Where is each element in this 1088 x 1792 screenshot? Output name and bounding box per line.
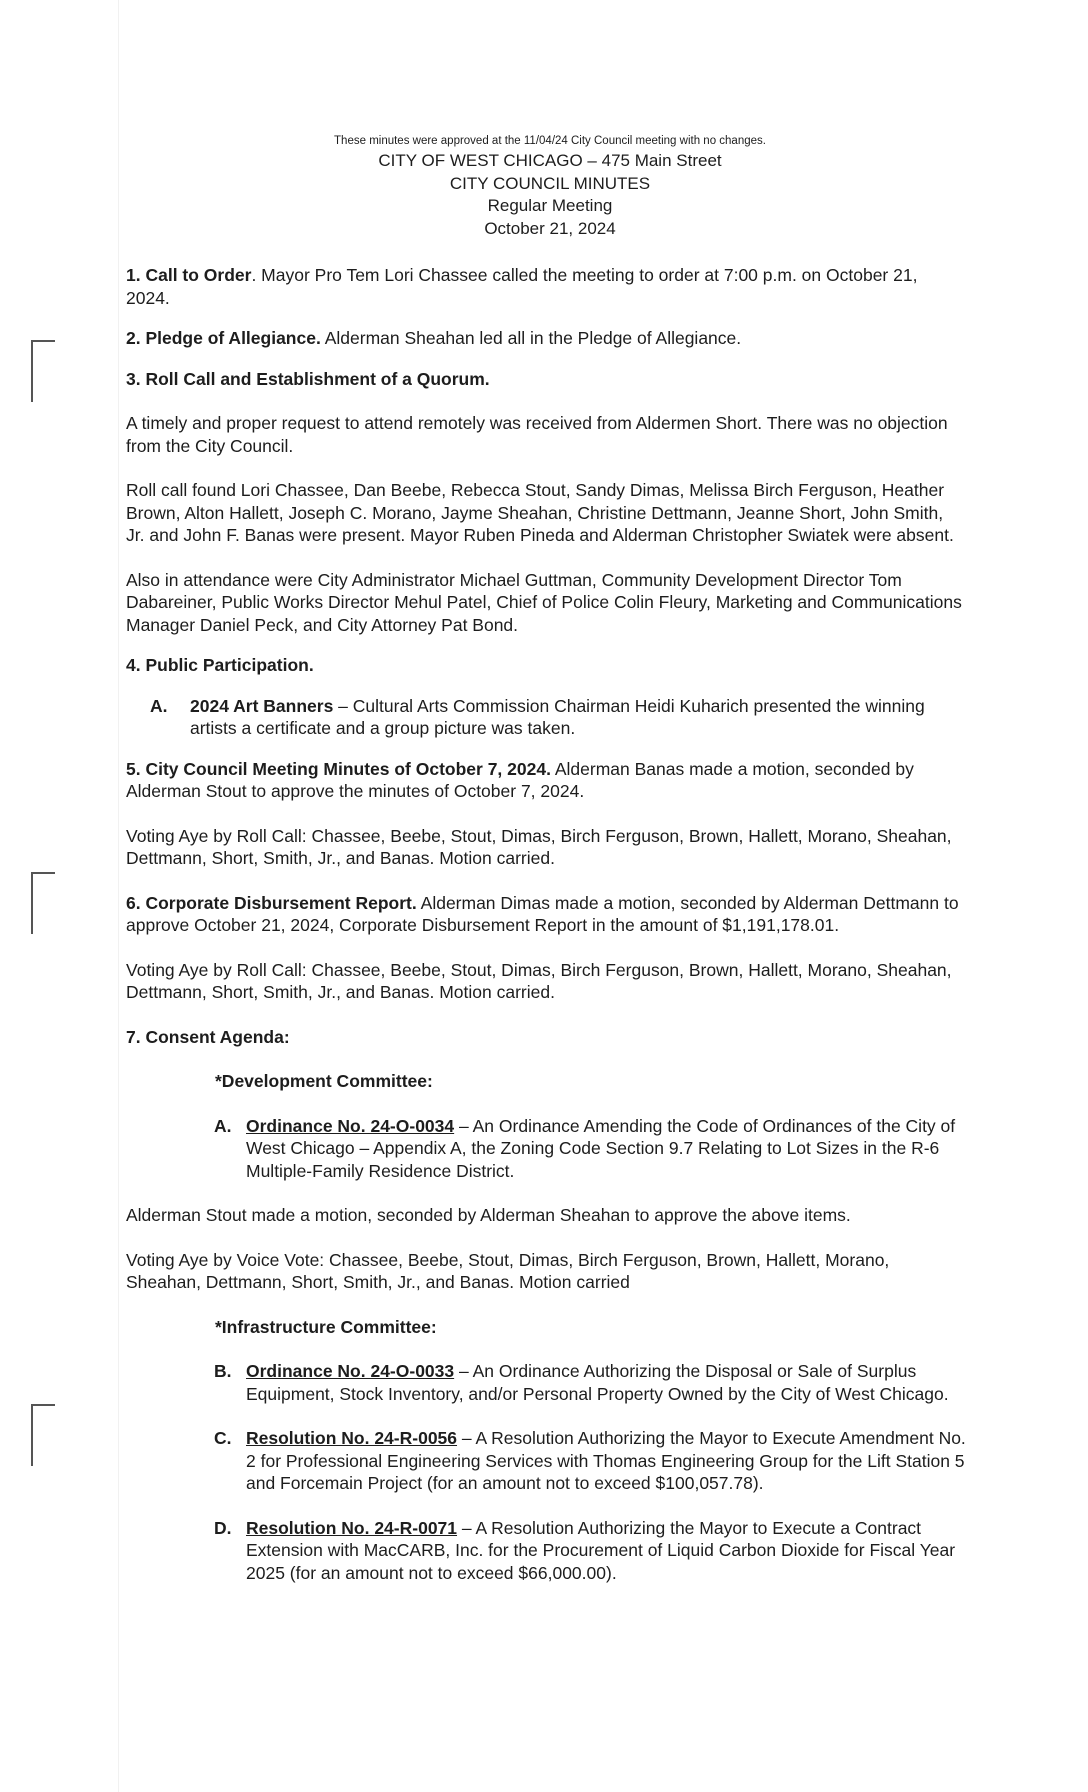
consent-item-c: C. Resolution No. 24-R-0056 – A Resolution Authorizing the Mayor to Execute Amendment No. 2 for Professional Engineering Services with Thomas Engineering Group for the Lift Station 5 and Forcemain Project (for an amount not to exceed $100,057.78). bbox=[214, 1428, 966, 1493]
document-header bbox=[200, 134, 900, 240]
roll-call-paragraph: Roll call found Lori Chassee, Dan Beebe, Rebecca Stout, Sandy Dimas, Melissa Birch Ferguson, Heather Brown, Alton Hallett, Joseph C. Morano, Jayme Sheahan, Christine Dettmann, Jeanne Short, John Smith, Jr. and John F. Banas were present. Mayor Ruben Pineda and Alderman Christopher Swiatek were absent. bbox=[126, 480, 954, 545]
meeting-date: October 21, 2024 bbox=[484, 218, 616, 238]
consent-item-b: B. Ordinance No. 24-O-0033 – An Ordinance Authorizing the Disposal or Sale of Surplus Equipment, Stock Inventory, and/or Personal Property Owned by the City of West Chicago. bbox=[214, 1361, 949, 1404]
section-heading: 1. Call to Order bbox=[126, 265, 252, 285]
hole-punch-bracket-mark bbox=[31, 872, 55, 934]
consent-vote-paragraph: Voting Aye by Voice Vote: Chassee, Beebe, Stout, Dimas, Birch Ferguson, Brown, Hallett, Morano, Sheahan, Dettmann, Short, Smith, Jr., and Banas. Motion carried bbox=[126, 1249, 890, 1292]
consent-motion-paragraph: Alderman Stout made a motion, seconded by Alderman Sheahan to approve the above items. bbox=[126, 1205, 851, 1225]
ordinance-number: Ordinance No. 24-O-0034 bbox=[246, 1115, 455, 1136]
section-pledge: 2. Pledge of Allegiance. Alderman Sheahan led all in the Pledge of Allegiance. bbox=[126, 328, 742, 348]
item-letter: A. bbox=[214, 1115, 232, 1136]
resolution-number: Resolution No. 24-R-0056 bbox=[246, 1428, 458, 1448]
item-letter: B. bbox=[214, 1361, 232, 1381]
item-title: 2024 Art Banners bbox=[190, 695, 334, 716]
meeting-type: Regular Meeting bbox=[487, 196, 613, 215]
section-disbursement-report: 6. Corporate Disbursement Report. Alderman Dimas made a motion, seconded by Alderman Dettmann to approve October 21, 2024, Corporate Disbursement Report in the amount of $1,191,178.01. bbox=[126, 892, 959, 935]
city-address-line: CITY OF WEST CHICAGO – 475 Main Street bbox=[378, 151, 722, 170]
minutes-body bbox=[126, 264, 966, 1584]
ordinance-number: Ordinance No. 24-O-0033 bbox=[246, 1361, 455, 1381]
item-letter: A. bbox=[150, 695, 168, 716]
consent-item-a: A. Ordinance No. 24-O-0034 – An Ordinance Amending the Code of Ordinances of the City of West Chicago – Appendix A, the Zoning Code Section 9.7 Relating to Lot Sizes in the R-6 Multiple-Family Residence District. bbox=[214, 1115, 956, 1181]
minutes-title: CITY COUNCIL MINUTES bbox=[449, 173, 651, 193]
section-consent-agenda-heading: 7. Consent Agenda: bbox=[126, 1026, 290, 1047]
section-meeting-minutes: 5. City Council Meeting Minutes of October 7, 2024. Alderman Banas made a motion, seconded by Alderman Stout to approve the minutes of October 7, 2024. bbox=[126, 758, 914, 801]
infrastructure-committee-heading: *Infrastructure Committee: bbox=[215, 1316, 437, 1337]
scan-edge-line bbox=[118, 0, 119, 1792]
minutes-vote-paragraph: Voting Aye by Roll Call: Chassee, Beebe, Stout, Dimas, Birch Ferguson, Brown, Hallett, Morano, Sheahan, Dettmann, Short, Smith, Jr., and Banas. Motion carried. bbox=[126, 825, 952, 868]
item-letter: D. bbox=[214, 1517, 232, 1538]
section-call-to-order: 1. Call to Order. Mayor Pro Tem Lori Chassee called the meeting to order at 7:00 p.m. on October 21, 2024. bbox=[126, 265, 918, 308]
hole-punch-bracket-mark bbox=[31, 340, 55, 402]
section-heading: 5. City Council Meeting Minutes of October 7, 2024. bbox=[126, 758, 551, 779]
section-roll-call-heading: 3. Roll Call and Establishment of a Quorum. bbox=[126, 368, 490, 389]
resolution-number: Resolution No. 24-R-0071 bbox=[246, 1517, 458, 1538]
consent-item-d: D. Resolution No. 24-R-0071 – A Resolution Authorizing the Mayor to Execute a Contract Extension with MacCARB, Inc. for the Procurement of Liquid Carbon Dioxide for Fiscal Year 2025 (for an amount not to exceed $66,000.00). bbox=[214, 1517, 956, 1583]
section-public-participation-heading: 4. Public Participation. bbox=[126, 655, 314, 675]
hole-punch-bracket-mark bbox=[31, 1404, 55, 1466]
approval-note: These minutes were approved at the 11/04/24 City Council meeting with no changes. bbox=[334, 135, 766, 147]
section-heading: 2. Pledge of Allegiance. bbox=[126, 328, 321, 348]
public-participation-item-a: A. 2024 Art Banners – Cultural Arts Commission Chairman Heidi Kuharich presented the winning artists a certificate and a group picture was taken. bbox=[150, 695, 925, 738]
remote-attendance-paragraph: A timely and proper request to attend remotely was received from Aldermen Short. There was no objection from the City Council. bbox=[126, 413, 948, 456]
item-letter: C. bbox=[214, 1428, 232, 1448]
disbursement-vote-paragraph: Voting Aye by Roll Call: Chassee, Beebe, Stout, Dimas, Birch Ferguson, Brown, Hallett, Morano, Sheahan, Dettmann, Short, Smith, Jr., and Banas. Motion carried. bbox=[126, 959, 952, 1002]
section-heading: 6. Corporate Disbursement Report. bbox=[126, 892, 417, 913]
development-committee-heading: *Development Committee: bbox=[215, 1071, 433, 1091]
staff-attendance-paragraph: Also in attendance were City Administrator Michael Guttman, Community Development Director Tom Dabareiner, Public Works Director Mehul Patel, Chief of Police Colin Fleury, Marketing and Communications Manager Daniel Peck, and City Attorney Pat Bond. bbox=[126, 569, 962, 635]
